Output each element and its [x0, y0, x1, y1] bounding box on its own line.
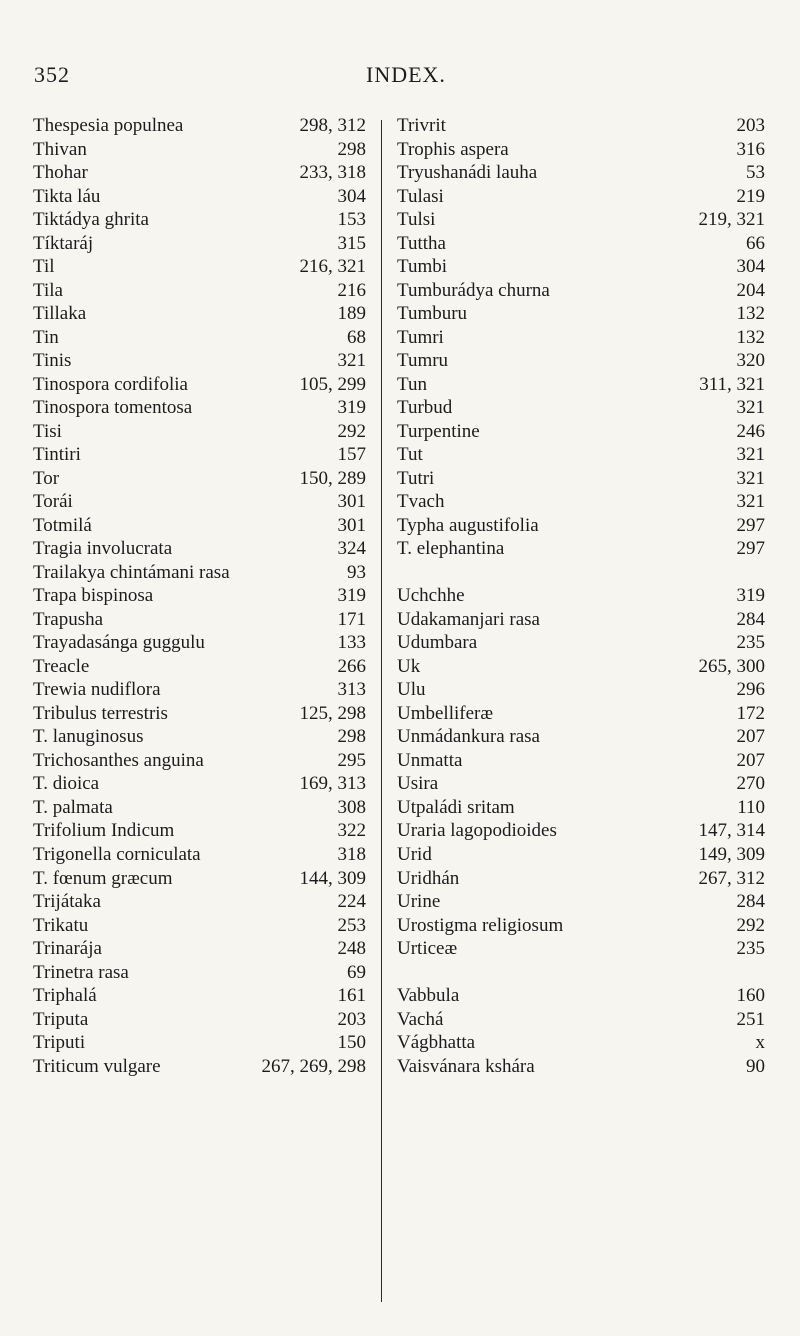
running-head: INDEX. — [366, 62, 446, 87]
index-term: T. lanuginosus — [33, 726, 144, 748]
index-page-refs: 292 — [736, 914, 765, 936]
index-page-refs: 204 — [736, 279, 765, 301]
index-entry — [397, 961, 765, 985]
index-page-refs: x — [755, 1032, 765, 1054]
index-term: Tragia involucrata — [33, 538, 173, 560]
index-page-refs: 304 — [736, 256, 765, 278]
index-entry — [397, 161, 765, 185]
index-page-refs: 304 — [337, 185, 366, 207]
index-entry — [33, 678, 366, 702]
index-page-refs: 297 — [736, 514, 765, 536]
index-entry — [397, 631, 765, 655]
index-entry — [33, 467, 366, 491]
index-page-refs: 235 — [736, 632, 765, 654]
index-term: Uchchhe — [397, 585, 465, 607]
index-entry — [33, 302, 366, 326]
index-page-refs: 295 — [337, 749, 366, 771]
index-page-refs: 207 — [736, 749, 765, 771]
index-entry — [397, 279, 765, 303]
index-page-refs: 321 — [736, 397, 765, 419]
index-entry — [397, 702, 765, 726]
index-term: Trijátaka — [33, 891, 101, 913]
index-term: Urine — [397, 891, 441, 913]
index-entry — [33, 725, 366, 749]
index-entry — [397, 772, 765, 796]
index-page-refs: 301 — [337, 514, 366, 536]
index-page-refs: 292 — [337, 420, 366, 442]
index-entry — [33, 749, 366, 773]
index-term: Unmádankura rasa — [397, 726, 540, 748]
index-page-refs: 172 — [736, 702, 765, 724]
index-page-refs: 324 — [337, 538, 366, 560]
index-term: Trifolium Indicum — [33, 820, 175, 842]
index-page-refs: 297 — [736, 538, 765, 560]
index-term: Typha augustifolia — [397, 514, 539, 536]
index-page-refs: 311, 321 — [699, 373, 765, 395]
index-page-refs: 321 — [736, 491, 765, 513]
index-page-refs: 132 — [736, 303, 765, 325]
index-page-refs: 203 — [736, 115, 765, 136]
index-page-refs: 66 — [746, 232, 765, 254]
index-page-refs: 233, 318 — [299, 162, 366, 184]
index-page-refs: 216, 321 — [299, 256, 366, 278]
index-term: Usira — [397, 773, 439, 795]
index-page-refs: 93 — [347, 561, 366, 583]
index-entry — [33, 514, 366, 538]
index-entry — [397, 584, 765, 608]
index-term: Tíktaráj — [33, 232, 94, 254]
index-entry — [33, 1055, 366, 1079]
index-term: Torái — [33, 491, 73, 513]
index-page-refs: 267, 312 — [698, 867, 765, 889]
index-term: Uk — [397, 655, 421, 677]
index-page-refs: 219, 321 — [698, 209, 765, 231]
index-entry — [33, 185, 366, 209]
index-entry — [33, 772, 366, 796]
index-term: Tun — [397, 373, 427, 395]
index-page-refs: 298 — [337, 138, 366, 160]
index-term: Trapa bispinosa — [33, 585, 154, 607]
index-page-refs: 224 — [337, 891, 366, 913]
index-term: Trewia nudiflora — [33, 679, 161, 701]
index-page-refs: 296 — [736, 679, 765, 701]
index-entry — [397, 937, 765, 961]
index-page-refs: 267, 269, 298 — [261, 1055, 366, 1077]
index-entry — [397, 984, 765, 1008]
index-page-refs: 298 — [337, 726, 366, 748]
index-term: Vachá — [397, 1008, 444, 1030]
index-entry — [397, 373, 765, 397]
index-entry — [33, 631, 366, 655]
index-page-refs: 313 — [337, 679, 366, 701]
page-header — [0, 62, 800, 98]
index-entry — [397, 114, 765, 138]
index-term: Til — [33, 256, 55, 278]
index-page-refs: 322 — [337, 820, 366, 842]
index-term: Triputa — [33, 1008, 89, 1030]
index-term: Uridhán — [397, 867, 460, 889]
index-entry — [33, 984, 366, 1008]
index-entry — [397, 608, 765, 632]
index-entry — [397, 1055, 765, 1079]
index-term: Tin — [33, 326, 59, 348]
index-term: Tryushanádi lauha — [397, 162, 538, 184]
index-term: Tutri — [397, 467, 435, 489]
index-term: Tila — [33, 279, 63, 301]
index-term: Tiktádya ghrita — [33, 209, 149, 231]
index-entry — [33, 232, 366, 256]
index-entry — [33, 796, 366, 820]
index-page-refs: 144, 309 — [299, 867, 366, 889]
index-entry — [33, 490, 366, 514]
index-page-refs: 150 — [337, 1032, 366, 1054]
index-entry — [397, 867, 765, 891]
index-term: Vabbula — [397, 985, 460, 1007]
index-term: Urticeæ — [397, 938, 458, 960]
index-column-left — [33, 114, 366, 1078]
index-term: T. palmata — [33, 796, 113, 818]
index-term: Trikatu — [33, 914, 89, 936]
index-term: Unmatta — [397, 749, 463, 771]
index-entry — [33, 255, 366, 279]
index-entry — [397, 185, 765, 209]
index-page-refs: 133 — [337, 632, 366, 654]
index-term: Turpentine — [397, 420, 480, 442]
index-term: Trailakya chintámani rasa — [33, 561, 230, 583]
index-term: T. elephantina — [397, 538, 505, 560]
index-page-refs: 207 — [736, 726, 765, 748]
index-page-refs: 301 — [337, 491, 366, 513]
index-entry — [33, 890, 366, 914]
index-entry — [397, 138, 765, 162]
index-page-refs: 171 — [337, 608, 366, 630]
index-page-refs: 150, 289 — [299, 467, 366, 489]
index-entry — [397, 655, 765, 679]
index-term: Tumburádya churna — [397, 279, 550, 301]
index-term: Thohar — [33, 162, 88, 184]
index-page-refs: 246 — [736, 420, 765, 442]
index-page-refs: 216 — [337, 279, 366, 301]
index-page-refs: 321 — [736, 467, 765, 489]
index-term: Trinarája — [33, 938, 102, 960]
index-entry — [33, 561, 366, 585]
index-entry — [397, 302, 765, 326]
index-term: Vágbhatta — [397, 1032, 476, 1054]
index-entry — [397, 725, 765, 749]
index-entry — [33, 208, 366, 232]
index-entry — [397, 443, 765, 467]
index-page-refs: 266 — [337, 655, 366, 677]
index-term: Turbud — [397, 397, 453, 419]
index-term: Tintiri — [33, 444, 81, 466]
index-term: Totmilá — [33, 514, 92, 536]
index-page-refs: 68 — [347, 326, 366, 348]
index-entry — [33, 655, 366, 679]
index-entry — [33, 114, 366, 138]
index-entry — [397, 796, 765, 820]
index-entry — [33, 396, 366, 420]
index-entry — [33, 349, 366, 373]
index-entry — [397, 326, 765, 350]
index-page-refs: 90 — [746, 1055, 765, 1077]
index-entry — [397, 537, 765, 561]
index-page-refs: 298, 312 — [299, 115, 366, 136]
index-term: Uraria lagopodioides — [397, 820, 557, 842]
index-term: Thivan — [33, 138, 87, 160]
index-term: Tinospora tomentosa — [33, 397, 193, 419]
index-page-refs: 318 — [337, 843, 366, 865]
index-page-refs: 69 — [347, 961, 366, 983]
index-page-refs: 125, 298 — [299, 702, 366, 724]
index-entry — [397, 914, 765, 938]
index-entry — [397, 467, 765, 491]
index-page-refs: 270 — [736, 773, 765, 795]
index-page-refs: 251 — [736, 1008, 765, 1030]
index-entry — [397, 678, 765, 702]
index-page-refs: 132 — [736, 326, 765, 348]
index-page-refs: 153 — [337, 209, 366, 231]
index-page-refs: 160 — [736, 985, 765, 1007]
index-entry — [397, 843, 765, 867]
index-entry — [33, 443, 366, 467]
index-term: Tulasi — [397, 185, 444, 207]
index-term: Tvach — [397, 491, 445, 513]
index-entry — [397, 514, 765, 538]
index-term: Tulsi — [397, 209, 436, 231]
index-term: Udakamanjari rasa — [397, 608, 540, 630]
index-entry — [33, 326, 366, 350]
index-entry — [33, 161, 366, 185]
index-entry — [33, 608, 366, 632]
index-page-refs: 189 — [337, 303, 366, 325]
index-term: Thespesia populnea — [33, 115, 184, 136]
index-term: Tillaka — [33, 303, 87, 325]
index-term: Utpaládi sritam — [397, 796, 515, 818]
index-term: Tumburu — [397, 303, 468, 325]
index-entry — [397, 490, 765, 514]
index-term: Tisi — [33, 420, 62, 442]
column-divider — [381, 120, 382, 1302]
index-entry — [33, 937, 366, 961]
index-entry — [397, 819, 765, 843]
index-entry — [397, 208, 765, 232]
index-entry — [33, 867, 366, 891]
index-term: Urostigma religiosum — [397, 914, 564, 936]
index-entry — [33, 279, 366, 303]
index-term: Tor — [33, 467, 60, 489]
index-entry — [33, 138, 366, 162]
index-entry — [33, 584, 366, 608]
index-term: Tuttha — [397, 232, 446, 254]
index-term: Vaisvánara kshára — [397, 1055, 535, 1077]
index-entry — [33, 961, 366, 985]
index-page-refs: 53 — [746, 162, 765, 184]
index-term: Treacle — [33, 655, 90, 677]
index-term: T. dioica — [33, 773, 100, 795]
index-term: Tumru — [397, 350, 449, 372]
index-column-right — [397, 114, 765, 1078]
index-page-refs: 265, 300 — [698, 655, 765, 677]
index-page-refs: 316 — [736, 138, 765, 160]
index-entry — [397, 1008, 765, 1032]
index-entry — [397, 420, 765, 444]
index-page-refs: 284 — [736, 608, 765, 630]
index-term: Tut — [397, 444, 423, 466]
index-entry — [397, 396, 765, 420]
index-page-refs: 169, 313 — [299, 773, 366, 795]
index-entry — [33, 373, 366, 397]
index-term: Trivrit — [397, 115, 446, 136]
index-entry — [33, 843, 366, 867]
index-term: Urid — [397, 843, 432, 865]
index-term: Trigonella corniculata — [33, 843, 201, 865]
index-term: Tikta láu — [33, 185, 101, 207]
index-page-refs: 321 — [337, 350, 366, 372]
index-page-refs: 219 — [736, 185, 765, 207]
index-page-refs: 315 — [337, 232, 366, 254]
index-page-refs: 320 — [736, 350, 765, 372]
index-page-refs: 235 — [736, 938, 765, 960]
index-entry — [397, 561, 765, 585]
index-term: Triputi — [33, 1032, 86, 1054]
index-entry — [33, 1008, 366, 1032]
index-entry — [397, 255, 765, 279]
index-term: T. fœnum græcum — [33, 867, 173, 889]
index-term: Udumbara — [397, 632, 478, 654]
index-term: Triticum vulgare — [33, 1055, 161, 1077]
index-page-refs: 110 — [737, 796, 765, 818]
index-page-refs: 253 — [337, 914, 366, 936]
index-page-refs: 147, 314 — [698, 820, 765, 842]
index-page-refs: 321 — [736, 444, 765, 466]
index-entry — [397, 749, 765, 773]
index-term: Tumri — [397, 326, 444, 348]
index-page-refs: 248 — [337, 938, 366, 960]
index-term: Triphalá — [33, 985, 97, 1007]
index-term: Tinospora cordifolia — [33, 373, 188, 395]
index-entry — [33, 537, 366, 561]
index-entry — [33, 914, 366, 938]
index-page-refs: 319 — [736, 585, 765, 607]
index-page-refs: 284 — [736, 891, 765, 913]
index-entry — [33, 819, 366, 843]
index-term: Ulu — [397, 679, 426, 701]
index-entry — [397, 232, 765, 256]
index-entry — [397, 890, 765, 914]
page-number: 352 — [34, 62, 70, 87]
index-term: Umbelliferæ — [397, 702, 494, 724]
index-page-refs: 161 — [337, 985, 366, 1007]
index-term: Trinetra rasa — [33, 961, 129, 983]
index-term: Trichosanthes anguina — [33, 749, 204, 771]
index-term: Trayadasánga guggulu — [33, 632, 205, 654]
index-page-refs: 149, 309 — [698, 843, 765, 865]
index-entry — [397, 349, 765, 373]
index-page-refs: 319 — [337, 397, 366, 419]
index-term: Tribulus terrestris — [33, 702, 168, 724]
index-term: Trophis aspera — [397, 138, 509, 160]
index-entry — [33, 1031, 366, 1055]
index-term: Tumbi — [397, 256, 447, 278]
index-entry — [33, 420, 366, 444]
index-entry — [33, 702, 366, 726]
index-term: Tinis — [33, 350, 72, 372]
index-page-refs: 157 — [337, 444, 366, 466]
index-page-refs: 203 — [337, 1008, 366, 1030]
index-term: Trapusha — [33, 608, 104, 630]
index-page-refs: 308 — [337, 796, 366, 818]
index-page-refs: 319 — [337, 585, 366, 607]
index-page-refs: 105, 299 — [299, 373, 366, 395]
index-entry — [397, 1031, 765, 1055]
